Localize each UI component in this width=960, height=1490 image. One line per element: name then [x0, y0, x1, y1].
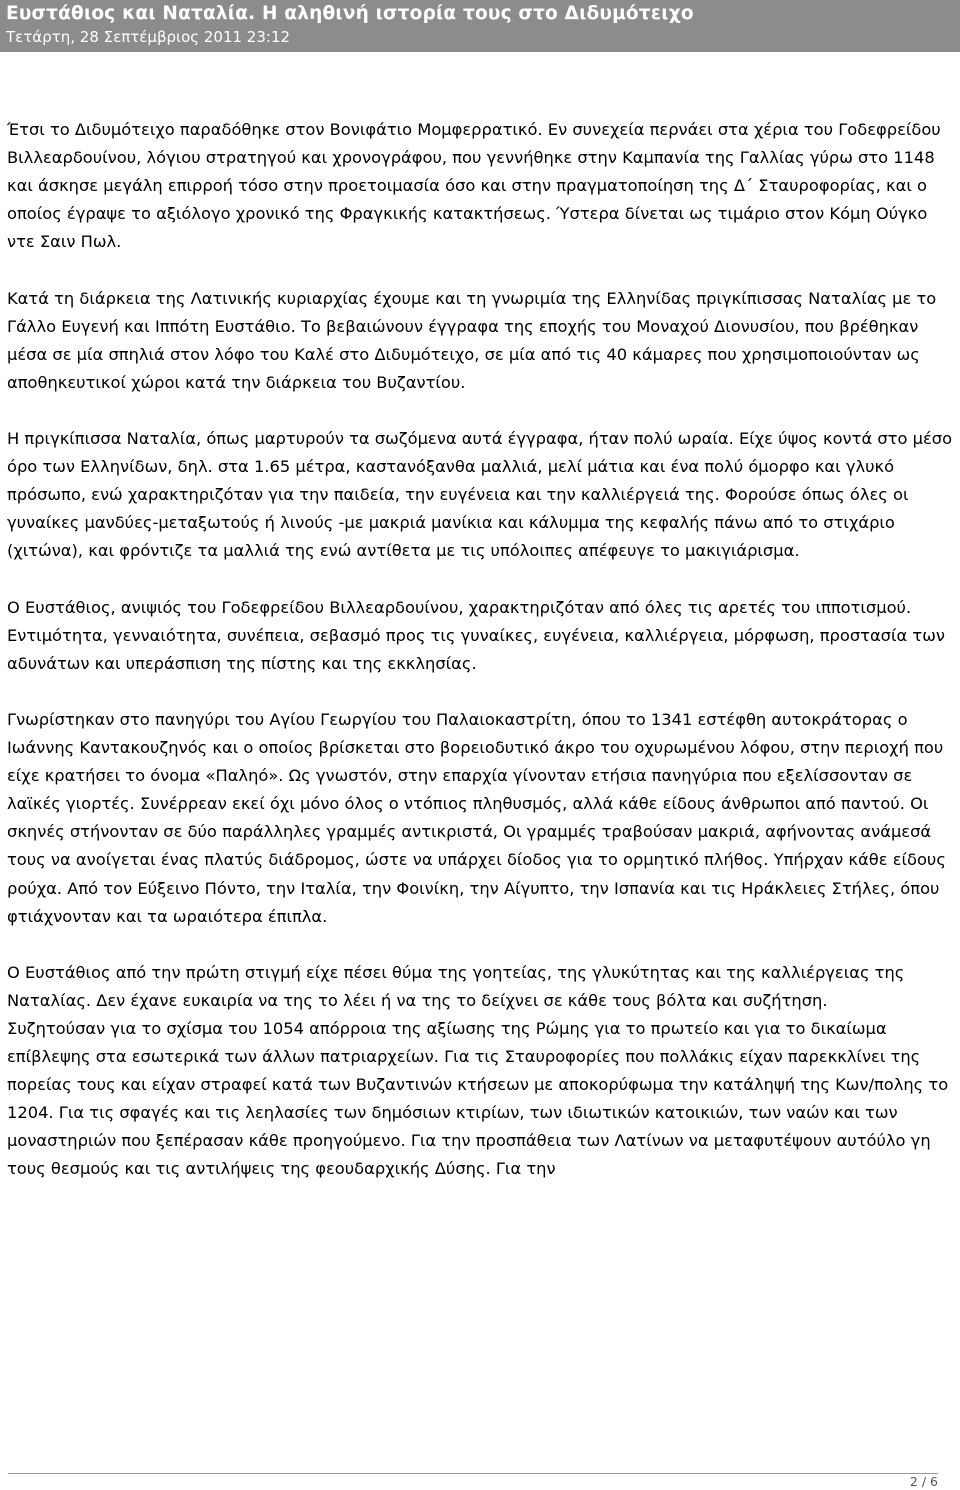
- paragraph: Ο Ευστάθιος από την πρώτη στιγμή είχε πέσει θύμα της γοητείας, της γλυκύτητας και της καλλιέργειας της Ναταλίας. Δεν έχανε ευκαιρία να της το λέει ή να της το δείχνει σε κάθε τους βόλτα και συζήτηση.: [7, 962, 905, 1010]
- page-number: 2 / 6: [909, 1474, 938, 1489]
- paragraph: Γνωρίστηκαν στο πανηγύρι του Αγίου Γεωργίου του Παλαιοκαστρίτη, όπου το 1341 εστέφθη αυτοκράτορας ο Ιωάννης Καντακουζηνός και ο οποίος βρίσκεται στο βορειοδυτικό άκρο του οχυρωμένου λόφου, στην περιοχή που είχε κρατήσει το όνομα «Παληό». Ως γνωστόν, στην επαρχία γίνονταν ετήσια πανηγύρια που εξελίσσονταν σε λαϊκές γιορτές. Συνέρρεαν εκεί όχι μόνο όλος ο ντόπιος πληθυσμός, αλλά κάθε είδους άνθρωποι από παντού. Οι σκηνές στήνονταν σε δύο παράλληλες γραμμές αντικριστά, Οι γραμμές τραβούσαν μακριά, αφήνοντας ανάμεσά τους να ανοίγεται ένας πλατύς διάδρομος, ώστε να υπάρχει δίοδος για το ορμητικό πλήθος. Υπήρχαν κάθε είδους ρούχα. Από τον Εύξεινο Πόντο, την Ιταλία, την Φοινίκη, την Αίγυπτο, την Ισπανία και τις Ηράκλειες Στήλες, όπου φτιάχνονταν και τα ωραιότερα έπιπλα.: [7, 709, 946, 926]
- footer-divider: [8, 1473, 938, 1474]
- paragraph: Ο Ευστάθιος, ανιψιός του Γοδεφρείδου Βιλλεαρδουίνου, χαρακτηριζόταν από όλες τις αρετές του ιπποτισμού. Εντιμότητα, γενναιότητα, συνέπεια, σεβασμό προς τις γυναίκες, ευγένεια, καλλιέργεια, μόρφωση, προστασία των αδυνάτων και υπεράσπιση της πίστης και της εκκλησίας.: [7, 597, 945, 673]
- document-title: Ευστάθιος και Ναταλία. Η αληθινή ιστορία τους στο Διδυμότειχο: [6, 3, 694, 24]
- paragraph: Κατά τη διάρκεια της Λατινικής κυριαρχίας έχουμε και τη γνωριμία της Ελληνίδας πριγκίπισσας Ναταλίας με το Γάλλο Ευγενή και Ιππότη Ευστάθιο. Το βεβαιώνουν έγγραφα της εποχής του Μοναχού Διονυσίου, που βρέθηκαν μέσα σε μία σπηλιά στον λόφο του Καλέ στο Διδυμότειχο, σε μία από τις 40 κάμαρες που χρησιμοποιούνταν ως αποθηκευτικοί χώροι κατά την διάρκεια του Βυζαντίου.: [7, 288, 937, 392]
- paragraph: Η πριγκίπισσα Ναταλία, όπως μαρτυρούν τα σωζόμενα αυτά έγγραφα, ήταν πολύ ωραία. Είχε ύψος κοντά στο μέσο όρο των Ελληνίδων, δηλ. στα 1.65 μέτρα, καστανόξανθα μαλλιά, μελί μάτια και ένα πολύ όμορφο και γλυκό πρόσωπο, ενώ χαρακτηριζόταν για την παιδεία, την ευγένεια και την καλλιέργειά της. Φορούσε όπως όλες οι γυναίκες μανδύες-μεταξωτούς ή λινούς -με μακριά μανίκια και κάλυμμα της κεφαλής πάνω από το στιχάριο (χιτώνα), και φρόντιζε τα μαλλιά της ενώ αντίθετα με τις υπόλοιπες απέφευγε το μακιγιάρισμα.: [7, 429, 953, 561]
- paragraph: Συζητούσαν για το σχίσμα του 1054 απόρροια της αξίωσης της Ρώμης για το πρωτείο και για το δικαίωμα επίβλεψης στα εσωτερικά των άλλων πατριαρχείων. Για τις Σταυροφορίες που πολλάκις είχαν παρεκκλίνει της πορείας τους και είχαν στραφεί κατά των Βυζαντινών κτήσεων με αποκορύφωμα την κατάληψή της Κων/πολης το 1204. Για τις σφαγές και τις λεηλασίες των δημόσιων κτιρίων, των ιδιωτικών κατοικιών, των ναών και των μοναστηριών που ξεπέρασαν κάθε προηγούμενο. Για την προσπάθεια των Λατίνων να μεταφυτέψουν αυτόύλο γη τους θεσμούς και τις αντιλήψεις της φεουδαρχικής Δύσης. Για την: [7, 1019, 949, 1179]
- document-header: [0, 0, 960, 52]
- paragraph: Έτσι το Διδυμότειχο παραδόθηκε στον Βονιφάτιο Μομφερρατικό. Εν συνεχεία περνάει στα χέρια του Γοδεφρείδου Βιλλεαρδουίνου, λόγιου στρατηγού και χρονογράφου, που γεννήθηκε στην Καμπανία της Γαλλίας γύρω στο 1148 και άσκησε μεγάλη επιρροή τόσο στην προετοιμασία όσο και στην πραγματοποίηση της Δ΄ Σταυροφορίας, και ο οποίος έγραψε το αξιόλογο χρονικό της Φραγκικής κατακτήσεως. Ύστερα δίνεται ως τιμάριο στον Κόμη Ούγκο ντε Σαιν Πωλ.: [7, 120, 941, 252]
- document-date: Τετάρτη, 28 Σεπτέμβριος 2011 23:12: [6, 28, 291, 46]
- article-body: [7, 116, 955, 1212]
